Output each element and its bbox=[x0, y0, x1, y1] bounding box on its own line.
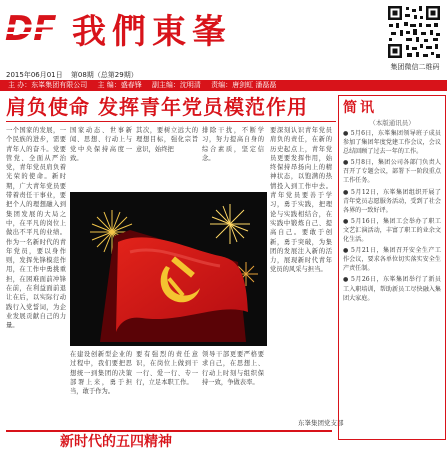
article-headline: 肩负使命 发挥青年党员模范作用 bbox=[6, 95, 308, 119]
editorial-item: 主 编：盛春锋 bbox=[97, 81, 142, 89]
dateline bbox=[6, 70, 306, 80]
article-text: 国家动态、世事新闻、思想、行动上与党中央保持高度一致。 bbox=[70, 127, 132, 162]
brief-item: ● 5月21日，集团召开安全生产工作会议，要求各单位切实落实安全生产责任制。 bbox=[343, 247, 441, 273]
editorial-bar bbox=[0, 80, 447, 91]
issue-date: 2015年06月01日 bbox=[6, 71, 63, 79]
article-column bbox=[6, 126, 66, 426]
article-column bbox=[270, 126, 332, 426]
brief-item: ● 5月26日，东峯集团举行了新员工入职培训，帮助新员工尽快融入集团大家庭。 bbox=[343, 276, 441, 302]
article-text: 要深刻认识青年党员肩负的责任，在新的历史起点上，青年党员更要发挥作用，始终保持昂扬向上的精神状态，以饱满的热情投入到工作中去。青年党员要善于学习，勇于实践，把理论与实践相结合，在实践中锻炼自己、提高自己。要敢于创新，勇于突破，为集团的发展注入新的活力，展现新时代青年党员的风采与担当。 bbox=[270, 127, 332, 274]
article-column bbox=[70, 350, 132, 426]
article-text: 在建设创新型企业的过程中，我们要把思想统一到集团的决策部署上来，勇于担当，敢于作为。 bbox=[70, 351, 132, 396]
brief-title: 简讯 bbox=[343, 100, 377, 116]
brief-item: ● 5月12日，东峯集团组织开展了青年党员志愿服务活动，受到了社会各界的一致好评。 bbox=[343, 188, 441, 214]
qr-caption: 集团微信二维码 bbox=[390, 63, 440, 71]
article-column bbox=[136, 350, 198, 426]
editorial-item: 主 办：东峯集团有限公司 bbox=[8, 81, 88, 89]
editorial-item: 责编：唐剑虹 潘磊磊 bbox=[211, 81, 277, 89]
brief-subtitle: （本版通讯员） bbox=[369, 119, 415, 127]
party-flag-photo bbox=[70, 192, 267, 346]
bottom-rule bbox=[6, 430, 332, 432]
next-article-headline: 新时代的五四精神 bbox=[60, 434, 172, 450]
brief-item: ● 5月16日，集团工会举办了职工文艺汇演活动，丰富了职工的业余文化生活。 bbox=[343, 217, 441, 244]
article-text: 其次，要树立远大的理想目标，强化宗旨意识，始终把 bbox=[136, 127, 198, 153]
article-column bbox=[202, 126, 264, 190]
article-text: 要有强烈的责任意识，在岗位上做到干一行、爱一行、专一行，立足本职工作。 bbox=[136, 351, 198, 386]
logo-letters: DF bbox=[5, 9, 57, 49]
article-column bbox=[70, 126, 132, 190]
article-text: 排除干扰，不断学习，努力提高自身的综合素质，坚定信念。 bbox=[202, 127, 264, 162]
qr-code-icon[interactable] bbox=[386, 4, 442, 60]
article-column bbox=[202, 350, 264, 426]
article-author: 东峯集团党支部 bbox=[298, 419, 344, 427]
news-brief-box bbox=[338, 95, 446, 440]
masthead-title: 我們東峯 bbox=[72, 12, 232, 52]
issue-number: 第08期（总第29期） bbox=[70, 71, 138, 79]
brief-item: ● 5月8日，集团公司各部门负责人召开了专题会议，部署下一阶段重点工作任务。 bbox=[343, 159, 441, 185]
editorial-item: 副主编：沈明清 bbox=[151, 81, 201, 89]
article-text: 一个国家的发展，一个民族的进步，需要青年人的奋斗。党要管党、全面从严治党，青年党员肩负着光荣的使命。新时期，广大青年党员要带着责任干事业，要把个人的理想融入到集团发展的大局之中，在平凡的岗位上做出不平凡的业绩。作为一名新时代的青年党员，要以身作则，发挥先锋模范作用，在工作中勇挑重担，在困难面前冲锋在前，在利益面前退让在后，以实际行动践行入党誓词，为企业发展贡献自己的力量。 bbox=[6, 127, 66, 330]
brief-list bbox=[343, 129, 441, 305]
headline-rule bbox=[6, 121, 336, 122]
article-text: 领导干部更要严格要求自己，在思想上、行动上时刻与组织保持一致，争做表率。 bbox=[202, 351, 264, 386]
article-column bbox=[136, 126, 198, 190]
brief-item: ● 5月6日，东峯集团领导班子成员参加了集团年度党建工作会议，会议总结回顾了过去一年的工作。 bbox=[343, 130, 441, 156]
df-logo bbox=[3, 6, 67, 50]
